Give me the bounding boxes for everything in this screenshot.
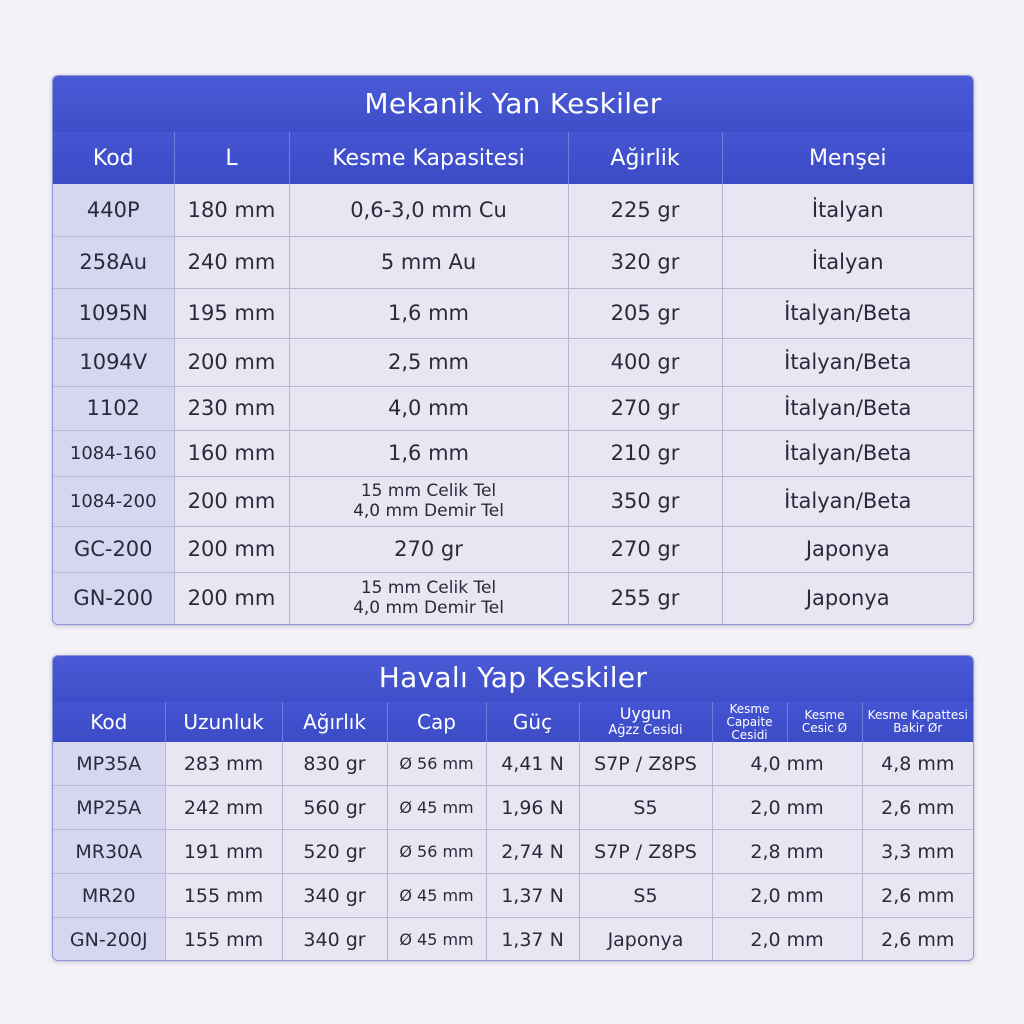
mekanik-cell-mensei: İtalyan/Beta (722, 476, 973, 526)
havali-cell-agiz-cesidi: S5 (579, 786, 712, 830)
mekanik-cell-l: 230 mm (174, 386, 289, 430)
mekanik-cell-kesme-kapasitesi: 270 gr (289, 526, 568, 572)
mekanik-cell-kod: 1102 (53, 386, 174, 430)
mekanik-cell-kesme-kapasitesi: 1,6 mm (289, 430, 568, 476)
havali-cell-guc: 2,74 N (486, 830, 579, 874)
mekanik-cell-agirlik: 320 gr (568, 236, 722, 288)
mekanik-cell-l: 200 mm (174, 338, 289, 386)
header-kesme-cesic: Kesme Cesic Ø (787, 702, 862, 742)
mekanik-cell-mensei: Japonya (722, 526, 973, 572)
mekanik-cell-l: 195 mm (174, 288, 289, 338)
mekanik-cell-agirlik: 270 gr (568, 386, 722, 430)
mekanik-cell-kod: 1094V (53, 338, 174, 386)
mekanik-cell-kesme-kapasitesi: 0,6-3,0 mm Cu (289, 184, 568, 236)
header-kod: Kod (53, 702, 165, 742)
havali-cell-uzunluk: 242 mm (165, 786, 282, 830)
havali-cell-kesme-kapasite-bakir: 3,3 mm (862, 830, 973, 874)
mekanik-cell-kesme-kapasitesi: 2,5 mm (289, 338, 568, 386)
mekanik-table (53, 132, 973, 624)
havali-cell-cap: Ø 56 mm (387, 742, 486, 786)
havali-cell-agirlik: 340 gr (282, 918, 387, 962)
mekanik-cell-kod: 258Au (53, 236, 174, 288)
havali-cell-uzunluk: 191 mm (165, 830, 282, 874)
havali-cell-kesme-kapasite-bakir: 4,8 mm (862, 742, 973, 786)
mekanik-cell-kesme-kapasitesi: 4,0 mm (289, 386, 568, 430)
mekanik-cell-agirlik: 205 gr (568, 288, 722, 338)
mekanik-cell-line: 4,0 mm Demir Tel (353, 501, 504, 521)
mekanik-cell-kod: 1084-200 (53, 476, 174, 526)
header-guc: Güç (486, 702, 579, 742)
havali-cell-kesme-capasite: 2,0 mm (712, 918, 862, 962)
havali-cell-agirlik: 340 gr (282, 874, 387, 918)
mekanik-cell-line: 15 mm Celik Tel (360, 578, 497, 599)
header-uygun-agiz (579, 702, 712, 742)
havali-table-row (53, 918, 973, 962)
mekanik-cell-kod: 1095N (53, 288, 174, 338)
mekanik-table-row (53, 338, 973, 386)
mekanik-cell-kesme-kapasitesi: 5 mm Au (289, 236, 568, 288)
mekanik-cell-mensei: İtalyan/Beta (722, 288, 973, 338)
havali-cell-kesme-kapasite-bakir: 2,6 mm (862, 874, 973, 918)
havali-table-row (53, 742, 973, 786)
mekanik-table-panel (52, 75, 974, 625)
havali-title: Havalı Yap Keskiler (53, 656, 973, 702)
havali-table-row (53, 874, 973, 918)
mekanik-table-row (53, 430, 973, 476)
mekanik-cell-line: 15 mm Celik Tel (360, 481, 497, 501)
header-agirlik: Ağirlik (568, 132, 722, 184)
havali-cell-agirlik: 830 gr (282, 742, 387, 786)
header-kod: Kod (53, 132, 174, 184)
mekanik-cell-kesme-kapasitesi (289, 476, 568, 526)
havali-cell-kod: MP35A (53, 742, 165, 786)
mekanik-cell-kesme-kapasitesi (289, 572, 568, 624)
mekanik-table-row (53, 572, 973, 624)
header-agirlik: Ağırlık (282, 702, 387, 742)
header-kesme-kapasitesi: Kesme Kapasitesi (289, 132, 568, 184)
havali-cell-kod: MR20 (53, 874, 165, 918)
havali-cell-kod: MP25A (53, 786, 165, 830)
havali-cell-agiz-cesidi: S7P / Z8PS (579, 830, 712, 874)
mekanik-cell-l: 200 mm (174, 476, 289, 526)
mekanik-cell-kod: 440P (53, 184, 174, 236)
mekanik-cell-l: 200 mm (174, 572, 289, 624)
havali-cell-kesme-kapasite-bakir: 2,6 mm (862, 786, 973, 830)
havali-table (53, 702, 973, 961)
havali-cell-uzunluk: 155 mm (165, 874, 282, 918)
header-kesme-capaite: Kesme Capaite Cesidi (712, 702, 787, 742)
header-agiz-cesidi: Ağzz Cesidi (608, 723, 683, 738)
mekanik-title: Mekanik Yan Keskiler (53, 76, 973, 132)
mekanik-cell-mensei: İtalyan (722, 184, 973, 236)
mekanik-header-row (53, 132, 973, 184)
havali-cell-agiz-cesidi: S7P / Z8PS (579, 742, 712, 786)
havali-cell-kesme-capasite: 2,8 mm (712, 830, 862, 874)
header-uygun: Uygun (619, 704, 672, 723)
mekanik-cell-kod: 1084-160 (53, 430, 174, 476)
havali-cell-agirlik: 520 gr (282, 830, 387, 874)
mekanik-cell-l: 180 mm (174, 184, 289, 236)
havali-cell-kod: MR30A (53, 830, 165, 874)
havali-cell-uzunluk: 155 mm (165, 918, 282, 962)
mekanik-cell-mensei: İtalyan/Beta (722, 338, 973, 386)
header-mensei: Menşei (722, 132, 973, 184)
havali-cell-guc: 4,41 N (486, 742, 579, 786)
mekanik-cell-kesme-kapasitesi: 1,6 mm (289, 288, 568, 338)
havali-table-panel (52, 655, 974, 961)
havali-cell-kesme-kapasite-bakir: 2,6 mm (862, 918, 973, 962)
havali-cell-kesme-capasite: 4,0 mm (712, 742, 862, 786)
havali-cell-guc: 1,96 N (486, 786, 579, 830)
mekanik-cell-l: 160 mm (174, 430, 289, 476)
mekanik-cell-agirlik: 225 gr (568, 184, 722, 236)
mekanik-cell-kod: GC-200 (53, 526, 174, 572)
havali-cell-cap: Ø 45 mm (387, 786, 486, 830)
mekanik-table-row (53, 236, 973, 288)
havali-cell-guc: 1,37 N (486, 874, 579, 918)
mekanik-cell-agirlik: 270 gr (568, 526, 722, 572)
mekanik-table-row (53, 288, 973, 338)
havali-cell-cap: Ø 56 mm (387, 830, 486, 874)
mekanik-cell-agirlik: 400 gr (568, 338, 722, 386)
havali-cell-agiz-cesidi: Japonya (579, 918, 712, 962)
header-l: L (174, 132, 289, 184)
header-cap: Cap (387, 702, 486, 742)
mekanik-cell-mensei: İtalyan/Beta (722, 430, 973, 476)
header-kesme-kapattesi: Kesme Kapattesi Bakir Ør (862, 702, 973, 742)
havali-cell-kesme-capasite: 2,0 mm (712, 874, 862, 918)
havali-table-row (53, 786, 973, 830)
mekanik-table-row (53, 386, 973, 430)
mekanik-cell-agirlik: 350 gr (568, 476, 722, 526)
havali-cell-guc: 1,37 N (486, 918, 579, 962)
havali-header-row (53, 702, 973, 742)
havali-cell-cap: Ø 45 mm (387, 918, 486, 962)
header-uzunluk: Uzunluk (165, 702, 282, 742)
havali-cell-kesme-capasite: 2,0 mm (712, 786, 862, 830)
mekanik-cell-agirlik: 210 gr (568, 430, 722, 476)
havali-cell-uzunluk: 283 mm (165, 742, 282, 786)
mekanik-cell-mensei: İtalyan (722, 236, 973, 288)
mekanik-cell-line: 4,0 mm Demir Tel (353, 598, 504, 619)
mekanik-cell-l: 240 mm (174, 236, 289, 288)
mekanik-cell-kod: GN-200 (53, 572, 174, 624)
mekanik-cell-mensei: Japonya (722, 572, 973, 624)
mekanik-table-row (53, 184, 973, 236)
mekanik-cell-agirlik: 255 gr (568, 572, 722, 624)
havali-cell-agiz-cesidi: S5 (579, 874, 712, 918)
mekanik-cell-l: 200 mm (174, 526, 289, 572)
mekanik-table-row (53, 526, 973, 572)
havali-table-row (53, 830, 973, 874)
mekanik-table-row (53, 476, 973, 526)
havali-cell-agirlik: 560 gr (282, 786, 387, 830)
mekanik-cell-mensei: İtalyan/Beta (722, 386, 973, 430)
havali-cell-kod: GN-200J (53, 918, 165, 962)
havali-cell-cap: Ø 45 mm (387, 874, 486, 918)
